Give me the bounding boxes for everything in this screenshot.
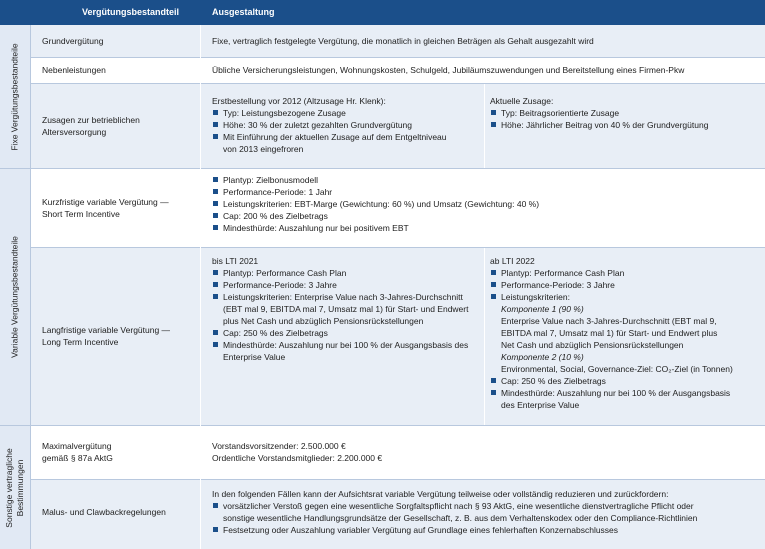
pension-current (490, 95, 760, 131)
label-pension: Zusagen zur betrieblichen Altersversorgung (42, 115, 140, 137)
list-item: Leistungskriterien: Komponente 1 (90 %) Enterprise Value nach 3-Jahres-Durchschnitt (EBT mal 9, EBITDA mal 7, Umsatz mal 1) für Start- und Endwert plus Net Cash und abzüglich Pensionsrückstellungen Komponente 2 (10 %) Environmental, Social, Governance-Ziel: CO₂-Ziel (in Tonnen) (490, 291, 762, 375)
label-grund: Grundvergütung (42, 36, 104, 46)
pension-old-title: Erstbestellung vor 2012 (Altzusage Hr. Klenk): (212, 96, 386, 106)
list-item: Mindesthürde: Auszahlung nur bei 100 % der Ausgangsbasis des Enterprise Value (212, 339, 480, 363)
list-item: Cap: 250 % des Zielbetrags (212, 327, 480, 339)
max-details: Vorstandsvorsitzender: 2.500.000 € Ordentliche Vorstandsmitglieder: 2.200.000 € (212, 441, 383, 463)
sti-details (212, 174, 757, 234)
list-item: Performance-Periode: 3 Jahre (490, 279, 762, 291)
list-item: Höhe: Jährlicher Beitrag von 40 % der Grundvergütung (490, 119, 760, 131)
list-item: Cap: 200 % des Zielbetrags (212, 210, 757, 222)
list-item: Leistungskriterien: Enterprise Value nach 3-Jahres-Durchschnitt (EBT mal 9, EBITDA mal 7, Umsatz mal 1) für Start- und Endwert plus Net Cash und abzüglich Pensionsrückstellungen (212, 291, 480, 327)
list-item: Performance-Periode: 1 Jahr (212, 186, 757, 198)
list-item: Plantyp: Performance Cash Plan (212, 267, 480, 279)
list-item: Plantyp: Performance Cash Plan (490, 267, 762, 279)
group-other-label: Sonstige vertragliche Bestimmungen (4, 447, 25, 528)
list-item: Leistungskriterien: EBT-Marge (Gewichtung: 60 %) und Umsatz (Gewichtung: 40 %) (212, 198, 757, 210)
header-design: Ausgestaltung (212, 7, 275, 17)
column-divider (484, 248, 485, 425)
list-item: Mindesthürde: Auszahlung nur bei positivem EBT (212, 222, 757, 234)
text-grund: Fixe, vertraglich festgelegte Vergütung, die monatlich in gleichen Beträgen als Gehalt ausgezahlt wird (212, 36, 594, 46)
label-max: Maximalvergütung gemäß § 87a AktG (42, 441, 113, 463)
pension-old (212, 95, 477, 155)
list-item-continued: von 2013 eingefroren (223, 144, 304, 154)
list-item: Cap: 250 % des Zielbetrags (490, 375, 762, 387)
list-item: Mindesthürde: Auszahlung nur bei 100 % der Ausgangsbasis des Enterprise Value (490, 387, 762, 411)
list-item: Mit Einführung der aktuellen Zusage auf dem Entgeltniveau (212, 131, 477, 143)
pension-current-title: Aktuelle Zusage: (490, 96, 554, 106)
text-neben: Übliche Versicherungsleistungen, Wohnungskosten, Schulgeld, Jubiläumszuwendungen und Bereitstellung eines Firmen-Pkw (212, 65, 685, 75)
row-divider (0, 247, 765, 248)
group-variable (0, 169, 31, 425)
row-divider (0, 83, 765, 84)
group-fixed-label: Fixe Vergütungsbestandteile (9, 42, 20, 151)
label-neben: Nebenleistungen (42, 65, 106, 75)
list-item: vorsätzlicher Verstoß gegen eine wesentliche Sorgfaltspflicht nach § 93 AktG, eine wesentliche dienstvertragliche Pflicht oder sonstige wesentliche Handlungsgrundsätze der Gesellschaft, z. B. aus dem Verhaltenskodex oder den Compliance-Richtlinien (212, 500, 762, 524)
malus-details: In den folgenden Fällen kann der Aufsichtsrat variable Vergütung teilweise oder vollständig reduzieren und zurückfordern: vorsätzlicher Verstoß gegen eine wesentliche Sorgfaltspflicht nach § 93 AktG, eine wesentliche dienstvertragliche Pflicht oder sonstige wesentliche Handlungsgrundsätze der Gesellschaft, z. B. aus dem Verhaltenskodex oder den Compliance-Richtlinien Festsetzung oder Auszahlung variabler Vergütung auf Grundlage eines fehlerhaften Konzernabschlusses (212, 488, 762, 536)
lti-until-2021 (212, 255, 480, 363)
list-item: Plantyp: Zielbonusmodell (212, 174, 757, 186)
list-item: Festsetzung oder Auszahlung variabler Vergütung auf Grundlage eines fehlerhaften Konzernabschlusses (212, 524, 762, 536)
lti-old-title: bis LTI 2021 (212, 256, 259, 266)
label-sti: Kurzfristige variable Vergütung — Short Term Incentive (42, 197, 169, 219)
column-divider (200, 25, 201, 549)
row-divider (0, 57, 765, 58)
header-component: Vergütungsbestandteil (82, 7, 180, 17)
row-divider (0, 168, 765, 169)
row-divider (0, 479, 765, 480)
lti-from-2022 (490, 255, 762, 411)
table-header (0, 0, 765, 25)
row-divider (0, 425, 765, 426)
label-lti: Langfristige variable Vergütung — Long Term Incentive (42, 325, 171, 347)
list-item: Höhe: 30 % der zuletzt gezahlten Grundvergütung (212, 119, 477, 131)
list-item: Performance-Periode: 3 Jahre (212, 279, 480, 291)
column-divider (484, 84, 485, 168)
list-item: Typ: Beitragsorientierte Zusage (490, 107, 760, 119)
group-variable-label: Variable Vergütungsbestandteile (9, 236, 20, 358)
list-item: Typ: Leistungsbezogene Zusage (212, 107, 477, 119)
group-other (0, 426, 31, 549)
group-fixed (0, 25, 31, 168)
lti-new-title: ab LTI 2022 (490, 256, 535, 266)
label-malus: Malus- und Clawbackregelungen (42, 507, 166, 517)
